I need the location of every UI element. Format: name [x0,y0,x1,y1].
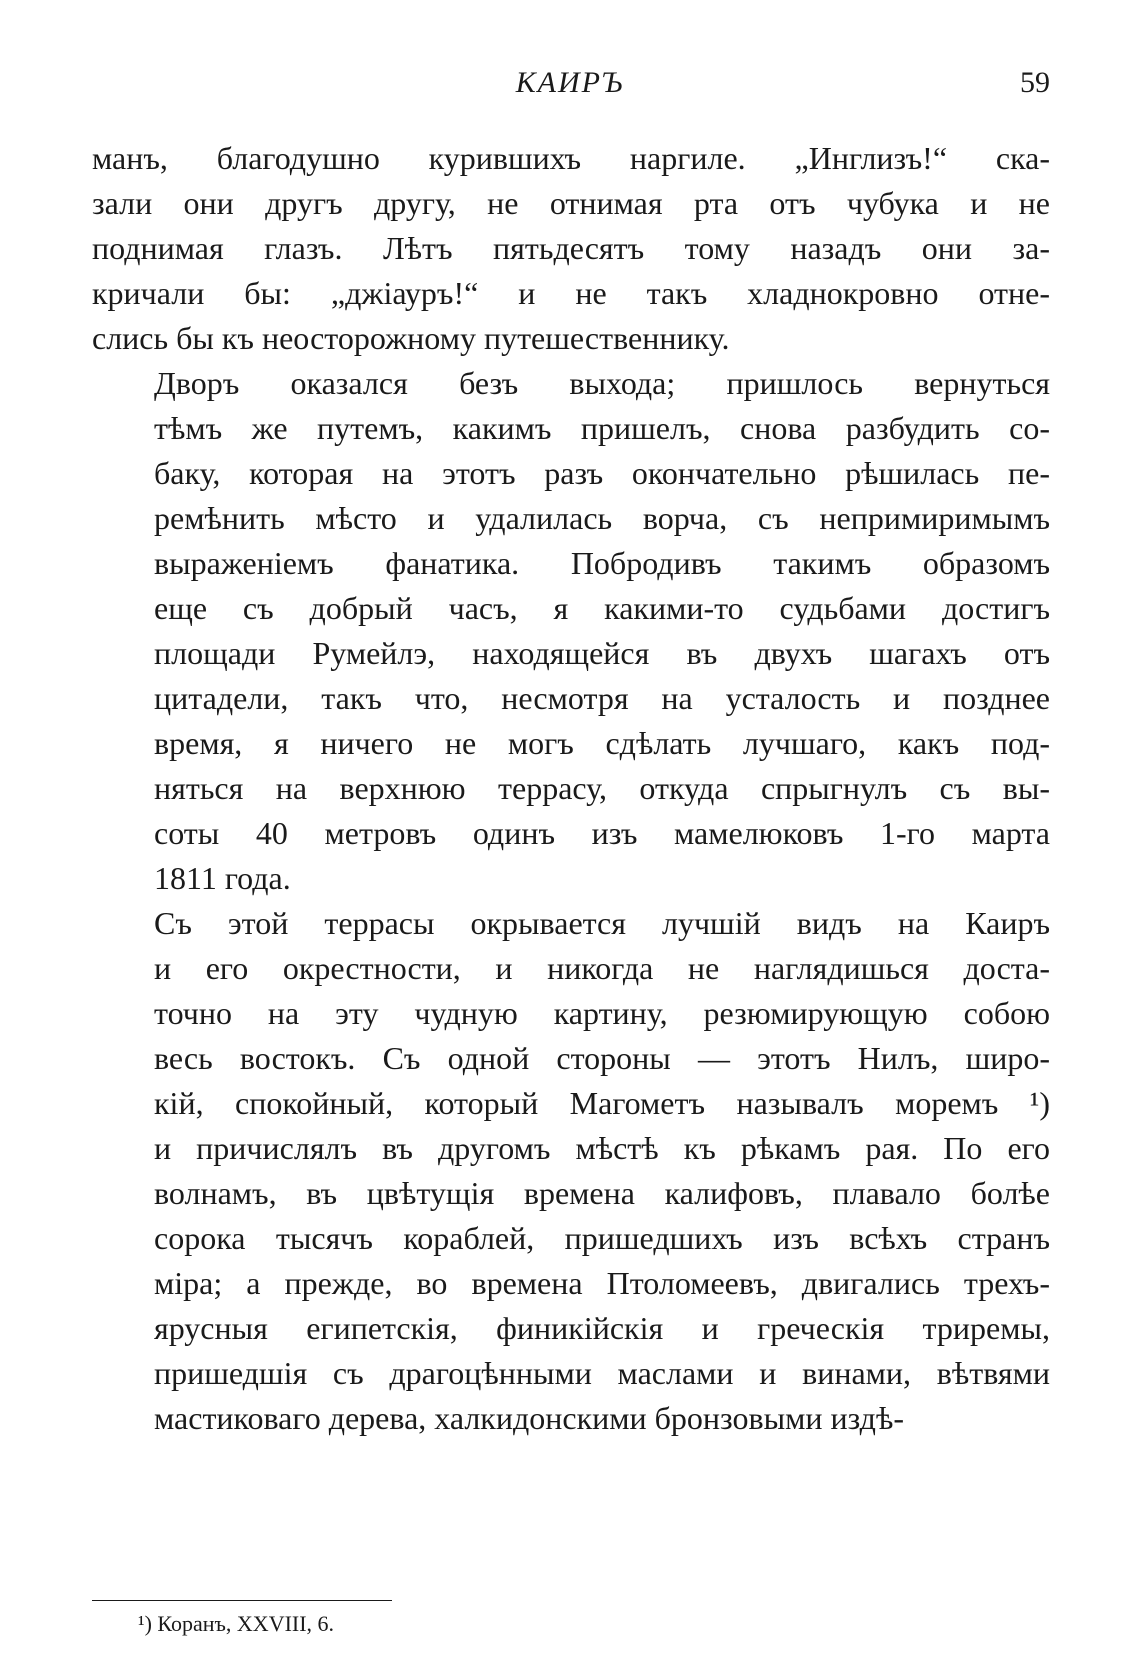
text-line: кій, спокойный, который Магометъ называлъ моремъ ¹) [154,1085,1050,1121]
text-line: площади Румейлэ, находящейся въ двухъ шагахъ отъ [154,635,1050,671]
text-line: ярусныя египетскія, финикійскія и греческія триремы, [154,1310,1050,1346]
text-line: Дворъ оказался безъ выхода; пришлось вернуться [154,365,1050,401]
text-line: пришедшія съ драгоцѣнными маслами и винами, вѣтвями [154,1355,1050,1391]
text-line: баку, которая на этотъ разъ окончательно рѣшилась пе- [154,455,1050,491]
text-line: мастиковаго дерева, халкидонскими бронзовыми издѣ- [154,1400,904,1436]
footnote-divider [92,1600,392,1601]
paragraph [92,136,1050,361]
body-text [92,136,1050,1441]
text-line: выраженіемъ фанатика. Побродивъ такимъ образомъ [154,545,1050,581]
footnote-marker: ¹) [138,1611,152,1636]
text-line: поднимая глазъ. Лѣтъ пятьдесятъ тому назадъ они за- [92,230,1050,266]
text-line: міра; а прежде, во времена Птоломеевъ, двигались трехъ- [154,1265,1050,1301]
text-line: тѣмъ же путемъ, какимъ пришелъ, снова разбудить со- [154,410,1050,446]
text-line: волнамъ, въ цвѣтущія времена калифовъ, плавало болѣе [154,1175,1050,1211]
page-header [90,66,1050,110]
text-line: соты 40 метровъ одинъ изъ мамелюковъ 1-го марта [154,815,1050,851]
text-line: ремѣнить мѣсто и удалилась ворча, съ непримиримымъ [154,500,1050,536]
running-title: КАИРЪ [515,66,625,99]
footnote [138,1610,334,1638]
text-line: сорока тысячъ кораблей, пришедшихъ изъ всѣхъ странъ [154,1220,1050,1256]
text-line: и его окрестности, и никогда не наглядишься доста- [154,950,1050,986]
paragraph [92,361,1050,901]
text-line: весь востокъ. Съ одной стороны — этотъ Нилъ, широ- [154,1040,1050,1076]
text-line: 1811 года. [154,860,291,896]
text-line: точно на эту чудную картину, резюмирующую собою [154,995,1050,1031]
text-line: еще съ добрый часъ, я какими-то судьбами достигъ [154,590,1050,626]
text-line: слись бы къ неосторожному путешественнику. [92,320,730,356]
text-line: цитадели, такъ что, несмотря на усталость и позднее [154,680,1050,716]
text-line: кричали бы: „джіауръ!“ и не такъ хладнокровно отне- [92,275,1050,311]
page-number: 59 [1020,66,1050,99]
text-line: няться на верхнюю террасу, откуда спрыгнулъ съ вы- [154,770,1050,806]
text-line: Съ этой террасы окрывается лучшій видъ на Каиръ [154,905,1050,941]
footnote-text: Коранъ, XXVIII, 6. [157,1611,335,1636]
text-line: зали они другъ другу, не отнимая рта отъ чубука и не [92,185,1050,221]
text-line: и причислялъ въ другомъ мѣстѣ къ рѣкамъ рая. По его [154,1130,1050,1166]
paragraph [92,901,1050,1441]
text-line: время, я ничего не могъ сдѣлать лучшаго, какъ под- [154,725,1050,761]
text-line: манъ, благодушно курившихъ наргиле. „Инглизъ!“ ска- [92,140,1050,176]
